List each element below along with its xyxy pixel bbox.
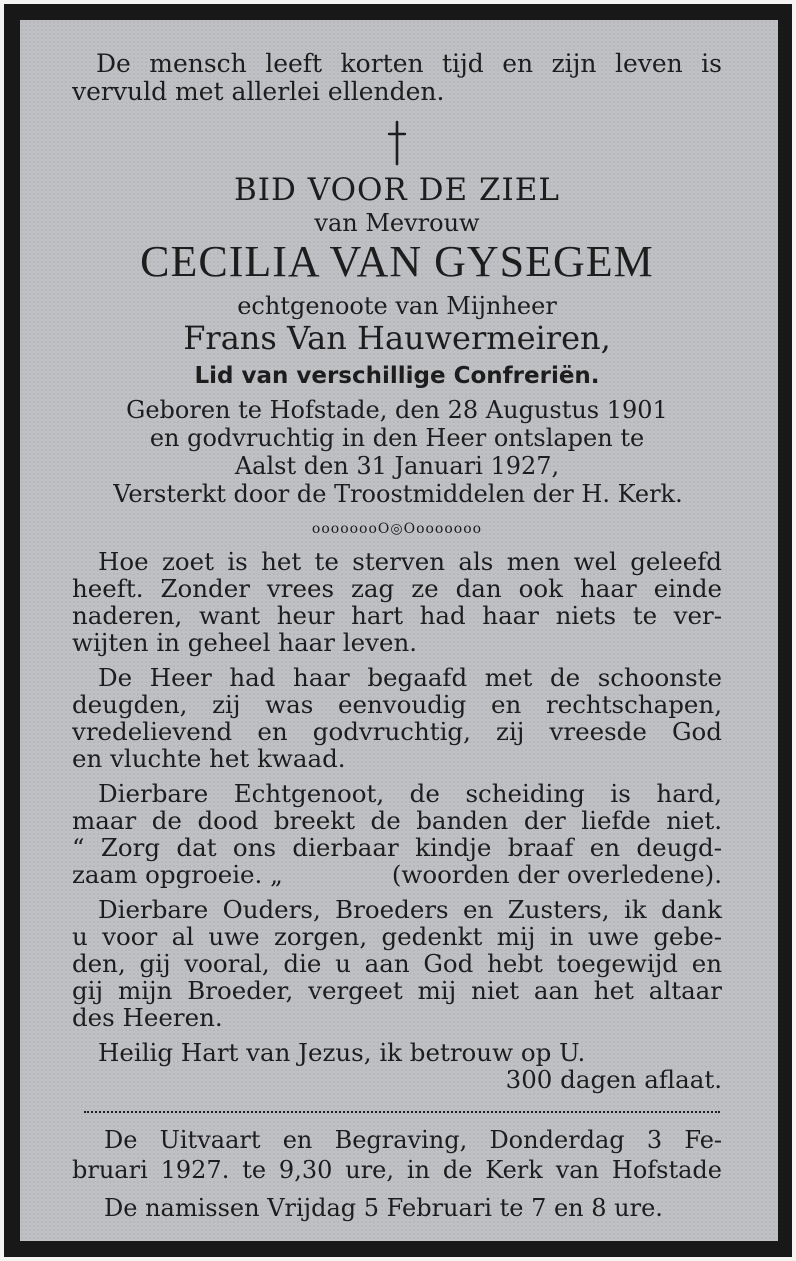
text-line: u voor al uwe zorgen, gedenkt mij in uwe gebe- [72,922,722,951]
funeral-line-3: De namissen Vrijdag 5 Februari te 7 en 8 ure. [104,1194,663,1222]
ornament-divider: oooooooO◎Oooooooo [311,521,483,537]
text-line: wijten in geheel haar leven. [72,628,418,657]
paragraph-3 [72,780,722,888]
quote-end: zaam opgroeie. „ [72,860,283,889]
life-dates [72,396,722,508]
text-line: vredelievend en godvruchtig, zij vreesde God [72,717,722,746]
text-line: naderen, want heur hart had haar niets te ver- [72,601,722,630]
prayer-line: Heilig Hart van Jezus, ik betrouw op U. [98,1038,586,1067]
deceased-name: CECILIA VAN GYSEGEM [140,237,654,286]
text-line: “ Zorg dat ons dierbaar kindje braaf en deugd- [72,833,722,862]
epigraph-line-2: vervuld met allerlei ellenden. [72,77,445,106]
spouse-name: Frans Van Hauwermeiren, [183,319,611,357]
paragraph-4 [72,896,722,1031]
sacraments-line: Versterkt door de Troostmiddelen der H. Kerk. [113,480,683,508]
paragraph-1 [72,548,722,656]
text-line: Hoe zoet is het te sterven als men wel geleefd [98,547,722,576]
dotted-divider [84,1111,720,1113]
attribution: (woorden der overledene). [391,860,722,889]
paragraph-2 [72,664,722,772]
text-line: maar de dood breekt de banden der liefde niet. [72,806,722,835]
death-line-2: Aalst den 31 Januari 1927, [234,452,560,480]
text-line: Dierbare Ouders, Broeders en Zusters, ik dank [98,895,722,924]
text-line: den, gij vooral, die u aan God hebt toegewijd en [72,949,722,978]
funeral-notice [72,1125,722,1223]
spouse-intro: echtgenoote van Mijnheer [237,292,557,320]
death-line-1: en godvruchtig in den Heer ontslapen te [149,424,645,452]
memorial-card [4,4,792,1257]
latin-cross-icon [387,120,407,166]
header [72,172,722,508]
indulgence-line: 300 dagen aflaat. [505,1065,722,1094]
card-paper [20,20,778,1241]
text-line: en vluchte het kwaad. [72,744,346,773]
text-line: deugden, zij was eenvoudig en rechtschapen, [72,690,722,719]
funeral-line-1: De Uitvaart en Begraving, Donderdag 3 Fe- [104,1126,722,1154]
epigraph [72,50,722,106]
epigraph-line-1: De mensch leeft korten tijd en zijn leven is [96,49,722,78]
text-line: gij mijn Broeder, vergeet mij niet aan het altaar [72,976,722,1005]
text-line: Dierbare Echtgenoot, de scheiding is hard, [98,779,722,808]
text-line: heeft. Zonder vrees zag ze dan ook haar einde [72,574,722,603]
membership-line: Lid van verschillige Confreriën. [194,363,600,389]
prayer-heading: BID VOOR DE ZIEL [234,172,560,208]
text-line: De Heer had haar begaafd met de schoonste [98,663,722,692]
prayer-block [72,1039,722,1093]
text-line [72,861,722,888]
birth-line: Geboren te Hofstade, den 28 Augustus 1901 [126,396,668,424]
memorial-text [72,548,722,1093]
text-line: des Heeren. [72,1003,223,1032]
title-line: van Mevrouw [314,209,480,237]
funeral-line-2: bruari 1927. te 9,30 ure, in de Kerk van Hofstade [72,1156,722,1184]
